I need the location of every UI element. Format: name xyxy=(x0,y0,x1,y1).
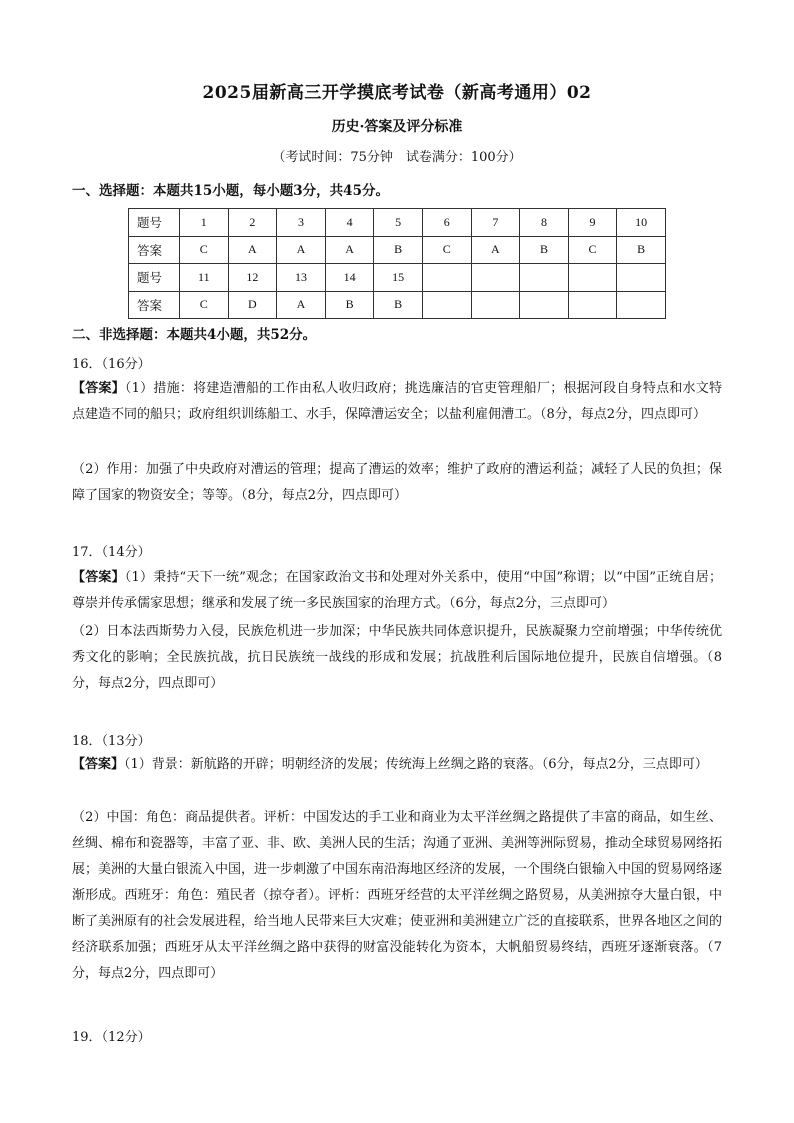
table-cell: A xyxy=(325,236,374,264)
table-cell xyxy=(568,264,617,292)
table-row xyxy=(129,236,666,264)
answer-tag: 【答案】 xyxy=(72,757,125,772)
table-cell: B xyxy=(374,236,423,264)
question-17-answer-part2: （2）日本法西斯势力入侵，民族危机进一步加深；中华民族共同体意识提升，民族凝聚力空前增强；中华传统优秀文化的影响；全民族抗战，抗日民族统一战线的形成和发展；抗战胜利后国际地位提升，民族自信增强。（8分，每点2分，四点即可） xyxy=(72,624,722,691)
answer-text: （1）秉持“天下一统”观念；在国家政治文书和处理对外关系中，使用“中国”称谓；以“中国”正统自居；尊崇并传承儒家思想；继承和发展了统一多民族国家的治理方式。（6分，每点2分，三点即可） xyxy=(72,570,722,611)
table-cell: 9 xyxy=(568,209,617,237)
table-cell xyxy=(520,291,569,319)
table-row xyxy=(129,209,666,237)
section-heading-open-questions: 二、非选择题：本题共4小题，共52分。 xyxy=(72,327,317,343)
table-cell: 1 xyxy=(180,209,229,237)
question-16-number: 16．（16分） xyxy=(72,357,151,372)
answer-text: （1）措施：将建造漕船的工作由私人收归政府；挑选廉洁的官吏管理船厂；根据河段自身特点和水文特点建造不同的船只；政府组织训练船工、水手，保障漕运安全；以盐利雇佣漕工。（8分，每点2分，四点即可） xyxy=(72,381,722,422)
answer-table xyxy=(128,208,666,319)
table-cell: B xyxy=(520,236,569,264)
table-cell: 7 xyxy=(471,209,520,237)
table-cell: C xyxy=(180,236,229,264)
table-cell xyxy=(471,291,520,319)
table-cell: 11 xyxy=(180,264,229,292)
table-cell: 4 xyxy=(325,209,374,237)
table-cell: D xyxy=(228,291,277,319)
table-cell: 15 xyxy=(374,264,423,292)
row-label: 答案 xyxy=(129,236,180,264)
table-cell: 3 xyxy=(277,209,326,237)
table-cell: A xyxy=(277,236,326,264)
question-16-answer-part2: （2）作用：加强了中央政府对漕运的管理；提高了漕运的效率；维护了政府的漕运利益；减轻了人民的负担；保障了国家的物资安全；等等。（8分，每点2分，四点即可） xyxy=(72,462,722,503)
table-cell xyxy=(617,291,666,319)
document-title: 2025届新高三开学摸底考试卷（新高考通用）02 xyxy=(202,83,592,103)
table-cell: 10 xyxy=(617,209,666,237)
table-cell: 8 xyxy=(520,209,569,237)
answer-tag: 【答案】 xyxy=(72,570,125,585)
table-cell: 14 xyxy=(325,264,374,292)
table-cell: B xyxy=(617,236,666,264)
section-heading-multiple-choice: 一、选择题：本题共15小题，每小题3分，共45分。 xyxy=(72,183,389,199)
row-label: 题号 xyxy=(129,264,180,292)
table-cell: C xyxy=(180,291,229,319)
table-cell: C xyxy=(568,236,617,264)
question-17-number: 17．（14分） xyxy=(72,545,151,560)
table-row xyxy=(129,291,666,319)
document-subtitle: 历史·答案及评分标准 xyxy=(331,119,463,135)
table-cell: 5 xyxy=(374,209,423,237)
table-cell: B xyxy=(325,291,374,319)
table-cell: B xyxy=(374,291,423,319)
question-18-answer-part1 xyxy=(72,752,722,778)
question-19-number: 19．（12分） xyxy=(72,1030,151,1045)
table-cell: A xyxy=(277,291,326,319)
table-cell: 13 xyxy=(277,264,326,292)
answer-tag: 【答案】 xyxy=(72,381,125,396)
answer-text: （1）背景：新航路的开辟；明朝经济的发展；传统海上丝绸之路的衰落。（6分，每点2分，三点即可） xyxy=(124,757,708,772)
table-row xyxy=(129,264,666,292)
question-18-number: 18．（13分） xyxy=(72,734,151,749)
table-cell xyxy=(422,291,471,319)
table-cell xyxy=(520,264,569,292)
table-cell: C xyxy=(422,236,471,264)
table-cell: A xyxy=(471,236,520,264)
table-cell: A xyxy=(228,236,277,264)
exam-info: （考试时间：75分钟 试卷满分：100分） xyxy=(272,150,522,165)
row-label: 题号 xyxy=(129,209,180,237)
question-16-answer-part1 xyxy=(72,376,722,428)
table-cell: 6 xyxy=(422,209,471,237)
table-cell: 2 xyxy=(228,209,277,237)
table-cell xyxy=(568,291,617,319)
row-label: 答案 xyxy=(129,291,180,319)
question-17-answer-part1 xyxy=(72,565,722,617)
question-18-answer-part2: （2）中国：角色：商品提供者。评析：中国发达的手工业和商业为太平洋丝绸之路提供了丰富的商品，如生丝、丝绸、棉布和瓷器等，丰富了亚、非、欧、美洲人民的生活；沟通了亚洲、美洲等洲际贸易，推动全球贸易网络拓展；美洲的大量白银流入中国，进一步刺激了中国东南沿海地区经济的发展，一个围绕白银输入中国的贸易网络逐渐形成。西班牙：角色：殖民者（掠夺者）。评析：西班牙经营的太平洋丝绸之路贸易，从美洲掠夺大量白银，中断了美洲原有的社会发展进程，给当地人民带来巨大灾难；使亚洲和美洲建立广泛的直接联系，世界各地区之间的经济联系加强；西班牙从太平洋丝绸之路中获得的财富没能转化为资本，大帆船贸易终结，西班牙逐渐衰落。（7分，每点2分，四点即可） xyxy=(72,810,723,981)
table-cell xyxy=(471,264,520,292)
table-cell xyxy=(617,264,666,292)
table-cell: 12 xyxy=(228,264,277,292)
table-cell xyxy=(422,264,471,292)
